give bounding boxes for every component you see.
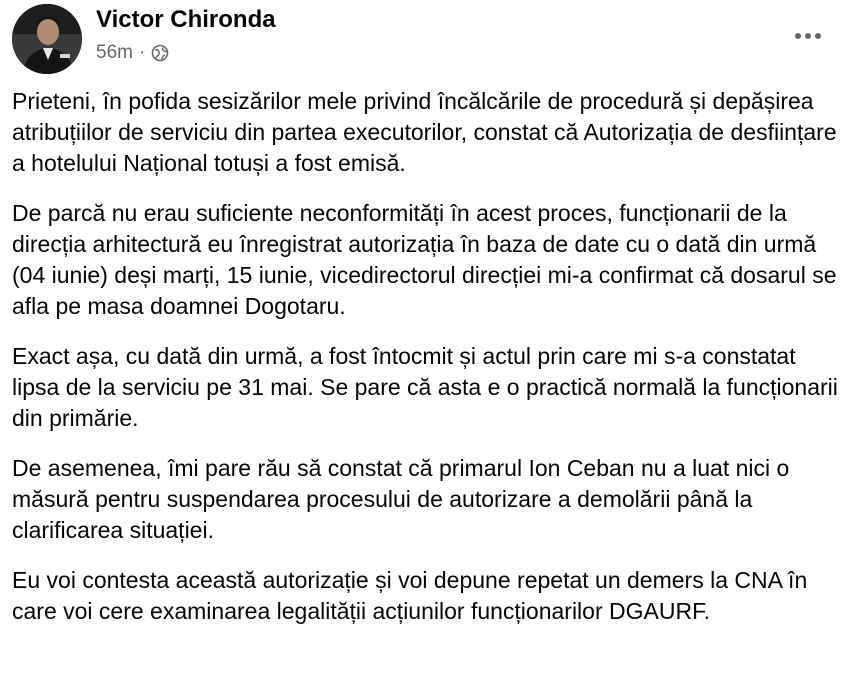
post-paragraph: De parcă nu erau suficiente neconformități în acest proces, funcționarii de la direcția arhitectură eu înregistrat autorizația în baza de date cu o dată din urmă (04 iunie) deși marți, 15 iunie, vicedirectorul direcției mi-a confirmat că dosarul se afla pe masa doamnei Dogotaru. — [12, 200, 837, 319]
post-timestamp[interactable]: 56m — [96, 42, 133, 63]
post-paragraph: Eu voi contesta această autorizație și voi depune repetat un demers la CNA în care voi cere examinarea legalității acțiunilor funcționarilor DGAURF. — [12, 567, 808, 624]
globe-icon[interactable] — [151, 44, 169, 62]
post-text — [12, 86, 838, 646]
post-paragraph: Prieteni, în pofida sesizărilor mele privind încălcările de procedură și depășirea atribuțiilor de serviciu din partea executorilor, constat că Autorizația de desființare a hotelului Național totuși a fost emisă. — [12, 88, 837, 176]
meta-separator: · — [138, 42, 146, 63]
more-options-icon[interactable] — [788, 22, 828, 50]
post-paragraph: Exact așa, cu dată din urmă, a fost întocmit și actul prin care mi s-a constatat lipsa de la serviciu pe 31 mai. Se pare că asta e o practică normală la funcționarii din primărie. — [12, 343, 838, 431]
post-meta — [96, 42, 169, 64]
author-name[interactable]: Victor Chironda — [96, 6, 276, 33]
post-header — [12, 0, 838, 80]
author-avatar[interactable] — [12, 4, 82, 74]
post-paragraph: De asemenea, îmi pare rău să constat că primarul Ion Ceban nu a luat nici o măsură pentru suspendarea procesului de autorizare a demolării până la clarificarea situației. — [12, 455, 790, 543]
avatar-photo — [12, 4, 82, 74]
